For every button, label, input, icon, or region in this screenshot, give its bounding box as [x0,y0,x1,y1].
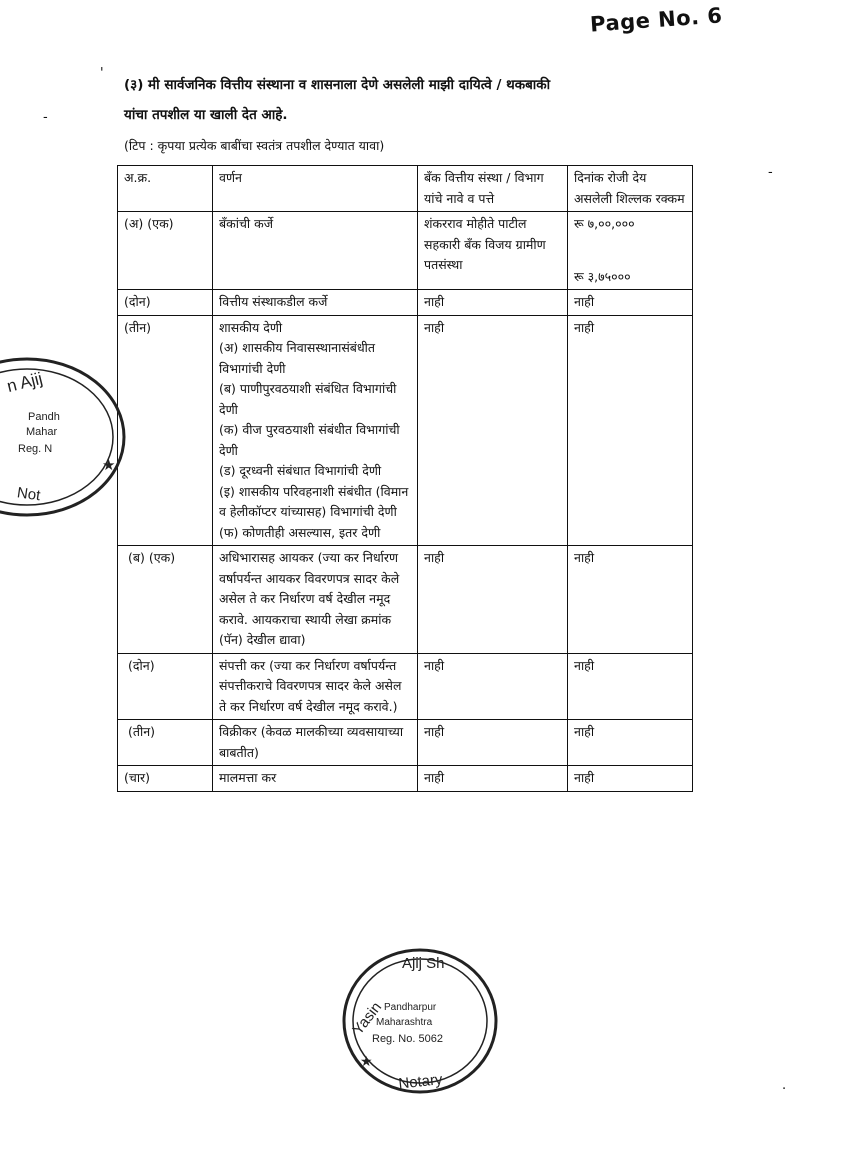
svg-text:Ajij Sh: Ajij Sh [402,955,445,972]
cell-institution: नाही [418,315,568,546]
amount-value: रू ७,००,००० [574,216,635,231]
svg-text:Not: Not [15,484,42,505]
cell-description: मालमत्ता कर [213,766,418,792]
cell-amount: नाही [568,720,693,766]
cell-amount: नाही [568,546,693,654]
cell-amount: नाही [568,290,693,316]
svg-text:Mahar: Mahar [26,426,58,438]
cell-serial: (दोन) [118,290,213,316]
seal-title: Notary [397,1071,444,1093]
notary-seal-left [0,352,132,522]
svg-text:★: ★ [102,457,116,474]
cell-serial: (चार) [118,766,213,792]
cell-serial: (ब) (एक) [118,546,213,654]
cell-description: शासकीय देणी (अ) शासकीय निवासस्थानासंबंधीत विभागांची देणी (ब) पाणीपुरवठयाशी संबंधित विभागांची देणी (क) वीज पुरवठयाशी संबंधीत विभागांची देणी (ड) दूरध्वनी संबंधात विभागांची देणी (इ) शासकीय परिवहनाशी संबंधीत (विमान व हेलीकॉप्टर यांच्यासह) विभागांची देणी (फ) कोणतीही असल्यास, इतर देणी [213,315,418,546]
cell-amount: नाही [568,315,693,546]
cell-amount: नाही [568,766,693,792]
table-row [118,212,693,290]
cell-amount [568,212,693,290]
cell-institution: नाही [418,720,568,766]
cell-serial: (तीन) [118,720,213,766]
margin-mark: - [43,110,48,125]
svg-text:n Ajij: n Ajij [4,368,45,397]
svg-text:Reg. N: Reg. N [18,443,53,455]
cell-institution: नाही [418,653,568,720]
margin-mark: ' [100,66,104,81]
svg-text:Pandh: Pandh [28,411,60,423]
page-number: Page No. 6 [589,3,724,37]
header-serial: अ.क्र. [118,166,213,212]
cell-amount: नाही [568,653,693,720]
cell-serial: (तीन) [118,315,213,546]
liabilities-table [117,165,693,792]
table-row [118,315,693,546]
svg-text:★: ★ [360,1053,373,1069]
cell-institution: नाही [418,290,568,316]
cell-description: अधिभारासह आयकर (ज्या कर निर्धारण वर्षापर्यन्त आयकर विवरणपत्र सादर केले असेल ते कर निर्धारण वर्ष देखील नमूद करावे. आयकराचा स्थायी लेखा क्रमांक (पॅन) देखील द्यावा) [213,546,418,654]
cell-description: विक्रीकर (केवळ मालकीच्या व्यवसायाच्या बाबतीत) [213,720,418,766]
table-row [118,766,693,792]
header-institution: बँक वित्तीय संस्था / विभाग यांचे नावे व पत्ते [418,166,568,212]
margin-mark: - [768,165,773,180]
header-description: वर्णन [213,166,418,212]
cell-institution: शंकरराव मोहीते पाटील सहकारी बँक विजय ग्रामीण पतसंस्था [418,212,568,290]
svg-text:Yasin: Yasin [349,998,386,1039]
cell-institution: नाही [418,546,568,654]
table-row [118,290,693,316]
table-row [118,546,693,654]
notary-seal [340,946,500,1096]
cell-description: संपत्ती कर (ज्या कर निर्धारण वर्षापर्यन्त संपत्तीकराचे विवरणपत्र सादर केले असेल ते कर निर्धारण वर्ष देखील नमूद करावे.) [213,653,418,720]
margin-mark: · [782,1082,787,1097]
table-header-row [118,166,693,212]
cell-description: वित्तीय संस्थाकडील कर्जे [213,290,418,316]
seal-city: Pandharpur [384,1002,437,1013]
table-row [118,720,693,766]
tip-note: (टिप : कृपया प्रत्येक बाबींचा स्वतंत्र तपशील देण्यात यावा) [124,138,385,153]
cell-serial: (दोन) [118,653,213,720]
cell-institution: नाही [418,766,568,792]
header-amount: दिनांक रोजी देय असलेली शिल्लक रक्कम [568,166,693,212]
cell-serial: (अ) (एक) [118,212,213,290]
cell-description: बँकांची कर्जे [213,212,418,290]
table-row [118,653,693,720]
seal-reg-no: Reg. No. 5062 [372,1033,443,1045]
seal-state: Maharashtra [376,1017,433,1028]
section-heading: (३) मी सार्वजनिक वित्तीय संस्थाना व शासनाला देणे असलेली माझी दायित्वे / थकबाकी यांचा तपशील या खाली देत आहे. [124,77,551,123]
amount-value: रू ३,७५००० [574,268,631,284]
